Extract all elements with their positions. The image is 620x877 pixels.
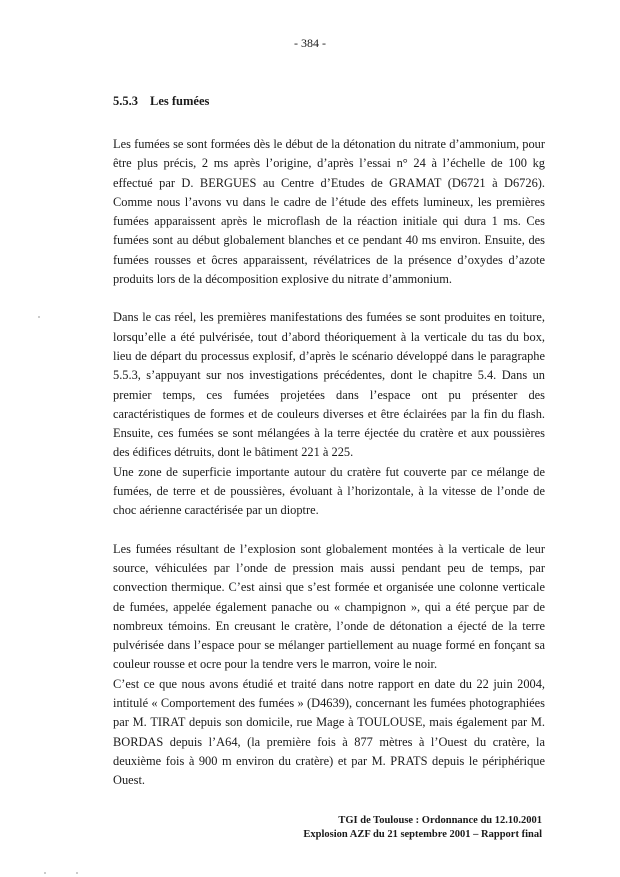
paragraph-5: C’est ce que nous avons étudié et traité dans notre rapport en date du 22 juin 2004, intitulé « Comportement des fumées » (D4639), concernant les fumées photographiées par M. TIRAT depuis son domicile, rue Mage à TOULOUSE, mais également par M. BORDAS depuis l’A64, (la première fois à 877 mètres à l’Ouest du cratère, la deuxième fois à 900 m environ du cratère) et par M. PRATS depuis le périphérique Ouest. [113, 676, 545, 788]
paragraph-1: Les fumées se sont formées dès le début de la détonation du nitrate d’ammonium, pour être plus précis, 2 ms après l’origine, d’après l’essai n° 24 à l’échelle de 100 kg effectué par D. BERGUES au Centre d’Etudes de GRAMAT (D6721 à D6726). Comme nous l’avons vu dans le cadre de l’étude des effets lumineux, les premières fumées apparaissent après le microflash de la réaction initiale qui dura 1 ms. Ces fumées sont au début globalement blanches et ce pendant 40 ms environ. Ensuite, des fumées rousses et ôcres apparaissent, révélatrices de la présence d’oxydes d’azote produits lors de la décomposition explosive du nitrate d’ammonium. [113, 137, 545, 287]
section-number: 5.5.3 [113, 94, 138, 108]
paragraph-3: Une zone de superficie importante autour du cratère fut couverte par ce mélange de fumées, de terre et de poussières, évoluant à l’horizontale, à la vitesse de l’onde de choc aérienne caractérisée par un dioptre. [113, 464, 545, 518]
scan-dot [76, 872, 78, 874]
footer-line-1: TGI de Toulouse : Ordonnance du 12.10.2001 [338, 815, 542, 826]
body-text [113, 135, 545, 791]
footer-line-2: Explosion AZF du 21 septembre 2001 – Rapport final [303, 829, 542, 840]
scan-dot [38, 316, 40, 318]
section-title: Les fumées [150, 94, 210, 108]
section-heading [113, 94, 209, 109]
page-number: - 384 - [294, 36, 326, 50]
footer [303, 814, 542, 842]
paragraph-2: Dans le cas réel, les premières manifestations des fumées se sont produites en toiture, lorsqu’elle a été pulvérisée, tout d’abord théoriquement à la verticale du tas du box, lieu de départ du processus explosif, d’après le scénario développé dans le paragraphe 5.5.3, s’appuyant sur nos investigations précédentes, dont le chapitre 5.4. Dans un premier temps, ces fumées projetées dans l’espace ont pu présenter des caractéristiques de formes et de couleurs diverses et être éclairées par la fin du flash. Ensuite, ces fumées se sont mélangées à la terre éjectée du cratère et aux poussières des édifices détruits, dont le bâtiment 221 à 225. [113, 310, 545, 460]
scan-dot [44, 872, 46, 874]
paragraph-4: Les fumées résultant de l’explosion sont globalement montées à la verticale de leur source, véhiculées par l’onde de pression mais aussi pendant peu de temps, par convection thermique. C’est ainsi que s’est formée et organisée une colonne verticale de fumées, appelée également panache ou « champignon », qui a été perçue par de nombreux témoins. En creusant le cratère, l’onde de détonation a éjecté de la terre pulvérisée dans l’espace pour se mélanger partiellement au nuage formé en fonçant sa couleur rousse et ocre pour la tendre vers le marron, voire le noir. [113, 541, 545, 672]
